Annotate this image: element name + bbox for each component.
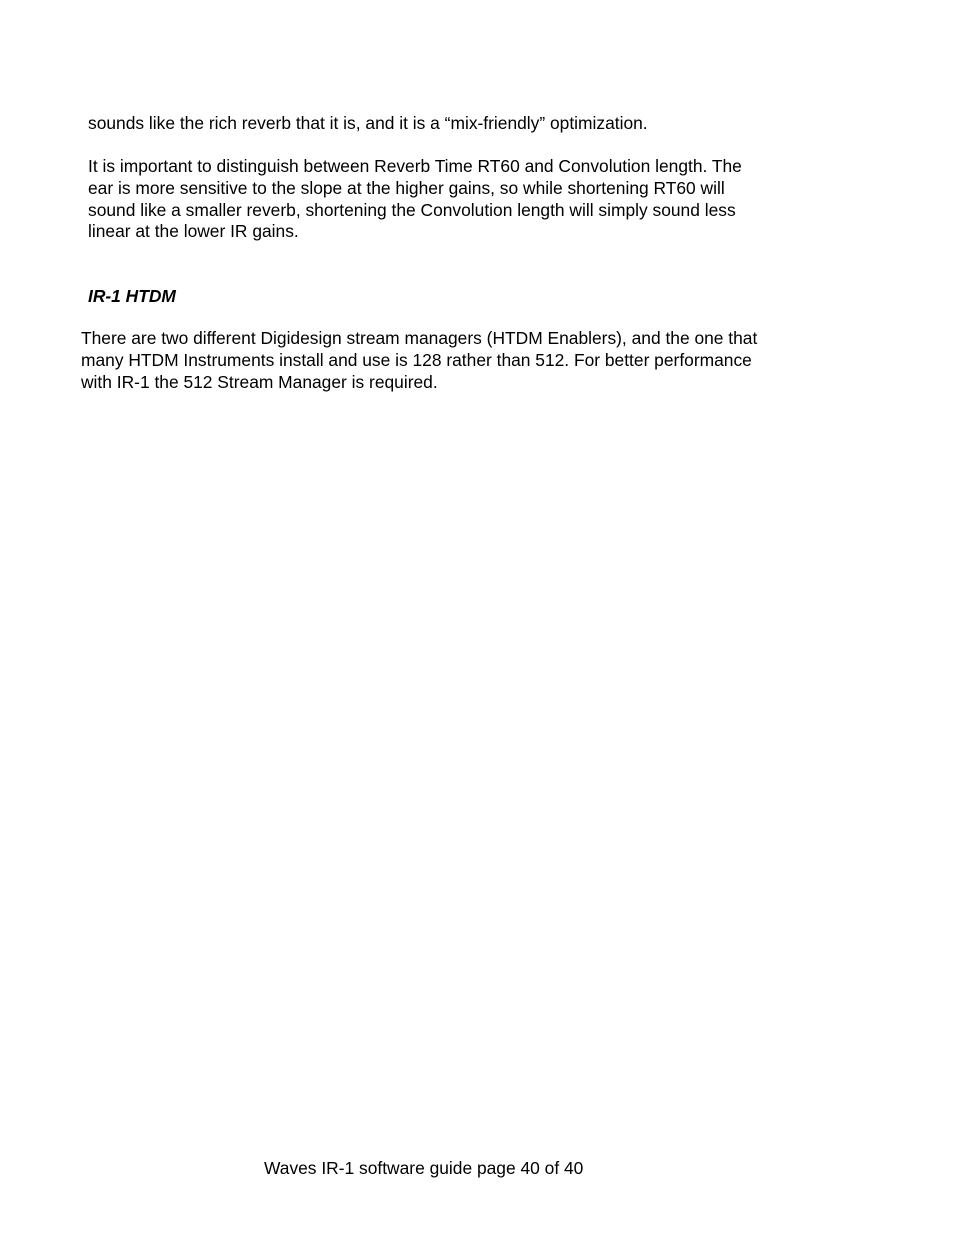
paragraph-line: ear is more sensitive to the slope at the higher gains, so while shortening RT60 will: [88, 178, 725, 198]
paragraph-line: There are two different Digidesign stream managers (HTDM Enablers), and the one that: [81, 328, 758, 348]
paragraph-line: sound like a smaller reverb, shortening the Convolution length will simply sound less: [88, 200, 736, 220]
page-footer: Waves IR-1 software guide page 40 of 40: [264, 1158, 584, 1178]
paragraph-line: linear at the lower IR gains.: [88, 221, 299, 241]
paragraph-line: sounds like the rich reverb that it is, and it is a “mix-friendly” optimization.: [88, 113, 648, 133]
paragraph-line: with IR-1 the 512 Stream Manager is required.: [81, 372, 438, 392]
paragraph-line: It is important to distinguish between Reverb Time RT60 and Convolution length. The: [88, 156, 742, 176]
paragraph-line: many HTDM Instruments install and use is 128 rather than 512. For better performance: [81, 350, 752, 370]
section-heading: IR-1 HTDM: [88, 286, 176, 306]
